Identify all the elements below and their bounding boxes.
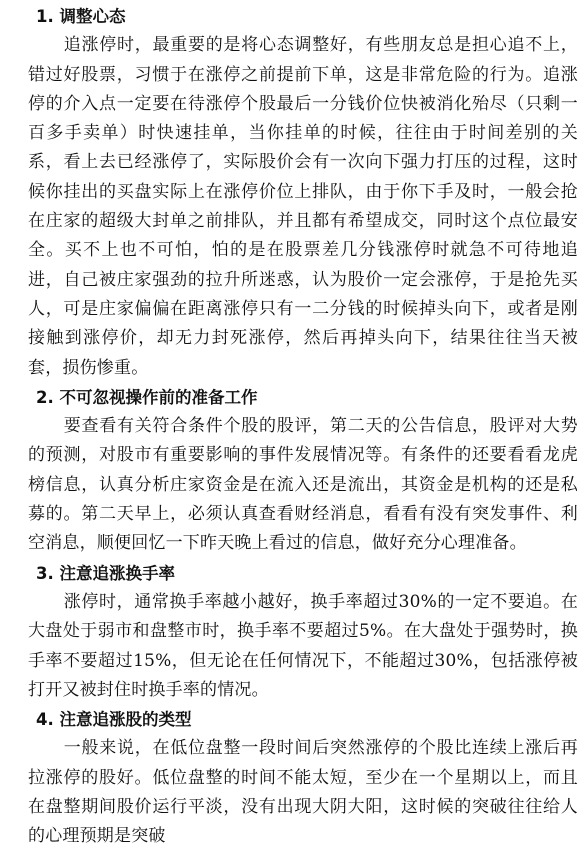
section-heading: 3. 注意追涨换手率 [36,563,175,583]
section-4 [28,705,578,851]
section-heading: 4. 注意追涨股的类型 [36,710,192,730]
section-heading: 1. 调整心态 [36,7,126,26]
section-2 [28,383,578,559]
section-heading: 2. 不可忽视操作前的准备工作 [36,387,258,407]
section-paragraph: 一般来说，在低位盘整一段时间后突然涨停的个股比连续上涨后再拉涨停的股好。低位盘整的时间不能太短，至少在一个星期以上，而且在盘整期间股价运行平淡，没有出现大阴大阳，这时候的突破往往给人的心理预期是突破 [28,738,578,847]
section-3 [28,559,578,705]
section-1 [28,2,578,383]
section-paragraph: 追涨停时，最重要的是将心态调整好，有些朋友总是担心追不上，错过好股票，习惯于在涨停之前提前下单，这是非常危险的行为。追涨停的介入点一定要在待涨停个股最后一分钱价位快被消化殆尽（只剩一百多手卖单）时快速挂单，当你挂单的时候，往往由于时间差别的关系，看上去已经涨停了，实际股价会有一次向下强力打压的过程，这时候你挂出的买盘实际上在涨停价位上排队，由于你下手及时，一般会抢在庄家的超级大封单之前排队，并且都有希望成交，同时这个点位最安全。买不上也不可怕，怕的是在股票差几分钱涨停时就急不可待地追进，自己被庄家强劲的拉升所迷惑，认为股价一定会涨停，于是抢先买人，可是庄家偏偏在距离涨停只有一二分钱的时候掉头向下，或者是刚接触到涨停价，却无力封死涨停，然后再掉头向下，结果往往当天被套，损伤惨重。 [28,35,578,378]
section-paragraph: 要查看有关符合条件个股的股评，第二天的公告信息，股评对大势的预测，对股市有重要影响的事件发展情况等。有条件的还要看看龙虎榜信息，认真分析庄家资金是在流入还是流出，其资金是机构的还是私募的。第二天早上，必须认真查看财经消息，看看有没有突发事件、利空消息，顺便回忆一下昨天晚上看过的信息，做好充分心理准备。 [28,416,578,554]
section-paragraph: 涨停时，通常换手率越小越好，换手率超过30%的一定不要追。在大盘处于弱市和盘整市时，换手率不要超过5%。在大盘处于强势时，换手率不要超过15%，但无论在任何情况下，不能超过30%，包括涨停被打开又被封住时换手率的情况。 [28,591,578,700]
